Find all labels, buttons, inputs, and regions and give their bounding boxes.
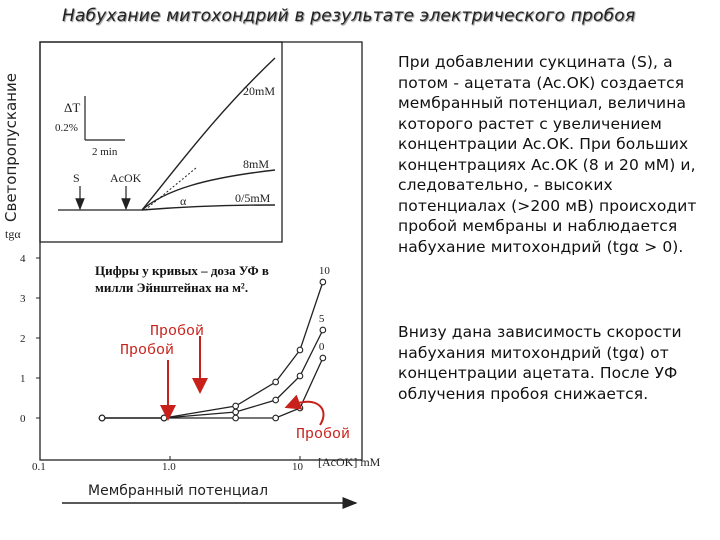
inset-time-label: 2 min [92, 146, 118, 158]
x-tick-label: 10 [291, 461, 303, 473]
series-label-5: 5 [318, 313, 325, 325]
inset-curve-label-8mM: 8mM [243, 157, 270, 171]
y-ticks [20, 253, 40, 425]
data-point [273, 415, 279, 421]
data-point [320, 327, 326, 333]
series-label-0: 0 [318, 341, 325, 353]
data-point [320, 279, 326, 285]
data-point [233, 415, 239, 421]
inset-curve-label-20mM: 20mM [243, 84, 276, 98]
x-axis-label: [AcOK] mM [318, 455, 381, 469]
chart-frame [40, 42, 362, 460]
inset-curve-0-5mM [142, 205, 275, 210]
y-tick-label: 4 [20, 253, 26, 265]
inset-alpha-label: α [180, 194, 187, 208]
y-tick-label: 2 [20, 333, 26, 345]
inset-s-label: S [73, 171, 80, 185]
series-label-10: 10 [318, 265, 330, 277]
data-point [273, 397, 279, 403]
data-point [297, 347, 303, 353]
data-point [233, 409, 239, 415]
membrane-potential-label: Мембранный потенциал [88, 483, 269, 499]
inset-curve-20mM [142, 58, 275, 210]
page-title: Набухание митохондрий в результате электрического пробоя [62, 6, 636, 26]
series-line-0 [102, 358, 323, 418]
probe-arrow-3 [292, 402, 324, 425]
inset-curve-label-0-5mM: 0/5mM [235, 191, 271, 205]
probe-label-3: Пробой [296, 426, 351, 443]
y-tick-label: 3 [20, 293, 26, 305]
data-point [99, 415, 105, 421]
y-tick-label: 0 [20, 413, 26, 425]
explanation-paragraph-2: Внизу дана зависимость скорости набухания митохондрий (tgα) от концентрации ацетата. После УФ облучения пробоя снижается. [398, 323, 682, 403]
inset-dT-value: 0.2% [55, 122, 78, 134]
inset-dT-label: ΔT [64, 100, 81, 115]
explanation-paragraph-1: При добавлении сукцината (S), а потом - ацетата (Ac.OK) создается мембранный потенциал, величина которого растет с увеличением концентрации Ac.OK. При больших концентрациях Ac.OK (8 и 20 мМ) и, следовательно, - высоких потенциалах (>200 мВ) происходит пробой мембраны и наблюдается набухание митохондрий (tgα > 0). [398, 53, 697, 256]
uv-dose-note: Цифры у кривых – доза УФ в милли Эйнштейнах на м². [95, 263, 269, 295]
data-point [320, 355, 326, 361]
x-ticks [32, 456, 303, 473]
x-tick-label: 0.1 [32, 461, 46, 473]
y-axis-label: tgα [5, 227, 21, 241]
data-point [297, 405, 303, 411]
inset-acok-label: AcOK [110, 171, 142, 185]
data-point [273, 379, 279, 385]
y-tick-label: 1 [20, 373, 26, 385]
inset-plot [58, 58, 275, 210]
probe-label-1: Пробой [150, 323, 205, 340]
probe-label-2: Пробой [120, 342, 175, 359]
data-point [233, 403, 239, 409]
data-point [161, 415, 167, 421]
y-axis-title: Светопропускание [2, 73, 20, 222]
x-tick-label: 1.0 [161, 461, 176, 473]
data-point [297, 373, 303, 379]
inset-frame [40, 42, 282, 242]
